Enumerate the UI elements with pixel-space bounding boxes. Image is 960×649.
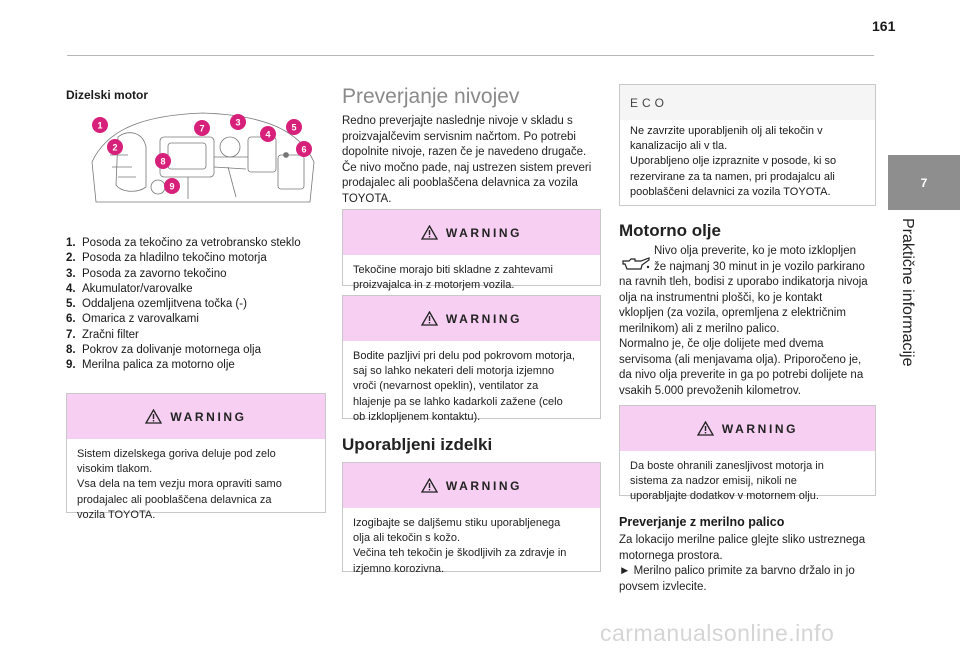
callout-6	[296, 141, 312, 157]
callout-2	[107, 139, 123, 155]
page-number: 161	[872, 18, 896, 34]
intro-paragraph: Redno preverjajte naslednje nivoje v skladu s proizvajalčevim servisnim načrtom. Po potrebi dopolnite nivoje, razen če je navedeno drugače. Če nivo močno pade, naj ustrezen sistem preveri prodajalec ali pooblaščena delavnica za vozila TOYOTA.	[342, 115, 592, 205]
callout-1	[92, 117, 108, 133]
list-item: 1. Posoda za tekočino za vetrobransko steklo	[66, 237, 301, 249]
warning-box-fluids: WARNING Tekočine morajo biti skladne z zahtevami proizvajalca in z motorjem vozila.	[342, 209, 601, 286]
watermark: carmanualsonline.info	[600, 620, 835, 646]
eco-label: ECO	[620, 85, 875, 120]
header-rule	[67, 55, 874, 56]
dipstick-subheading: Preverjanje z merilno palico	[619, 515, 785, 529]
oil-intro-short-lines: Nivo olja preverite, ko je moto izklopljen že najmanj 30 minut in je vozilo parkirano	[654, 245, 865, 273]
warning-triangle-icon	[421, 478, 438, 493]
warning-box-diesel: WARNING Sistem dizelskega goriva deluje pod zelo visokim tlakom. Vsa dela na tem vezju mora opraviti samo prodajalec ali pooblaščena delavnica za vozila TOYOTA.	[66, 393, 326, 513]
engine-parts-list	[66, 236, 328, 374]
oil-paragraph: na ravnih tleh, bodisi z uporabo indikatorja nivoja olja na instrumentni plošči, ko je kontakt vklopljen (za vozila, opremljena z električnim merilnikom) ali z merilno palico. Normalno je, če olje dolijete med dvema servisoma (ali menjavama olja). Priporočeno je, da nivo olja preverite in ga po potrebi dolijete na vsakih 5.000 prevoženih kilometrov.	[619, 276, 868, 397]
warning-box-oil-additives: WARNING Da boste ohranili zanesljivost motorja in sistema za nadzor emisij, nikoli ne uporabljajte dodatkov v motornem olju.	[619, 405, 876, 496]
callout-7	[194, 120, 210, 136]
warning-triangle-icon	[421, 311, 438, 326]
page-title: Preverjanje nivojev	[342, 85, 520, 108]
callout-9	[164, 178, 180, 194]
eco-box: ECO Ne zavrzite uporabljenih olj ali tekočin v kanalizacijo ali v tla. Uporabljeno olje izpraznite v posode, ki so rezervirane za ta namen, pri prodajalcu ali pooblaščeni delavnici za vozila TOYOTA.	[619, 84, 876, 206]
list-item: 4. Akumulator/varovalke	[66, 282, 193, 295]
list-item: 5. Oddaljena ozemljitvena točka (-)	[66, 298, 247, 311]
warning-triangle-icon	[421, 225, 438, 240]
engine-compartment-illustration	[88, 107, 318, 209]
chapter-title: Praktične informacije	[899, 218, 916, 367]
list-item: 7. Zračni filter	[66, 328, 139, 341]
warning-label: WARNING	[445, 225, 523, 240]
engine-callouts	[92, 114, 312, 194]
warning-label: WARNING	[170, 409, 247, 424]
svg-text:2: 2	[112, 142, 118, 153]
warning-box-hot-parts: WARNING Bodite pazljivi pri delu pod pokrovom motorja, saj so lahko nekateri deli motorja izjemno vroči (nevarnost opeklin), ventilator za hlajenje pa se lahko kadarkoli zažene (celo ob izklopljenem kontaktu).	[342, 295, 601, 419]
section-heading-engine-oil: Motorno olje	[619, 221, 721, 240]
svg-text:9: 9	[169, 181, 175, 192]
list-item: 3. Posoda za zavorno tekočino	[66, 267, 227, 280]
list-item: 9. Merilna palica za motorno olje	[66, 359, 235, 372]
warning-label: WARNING	[445, 478, 523, 493]
svg-text:3: 3	[235, 117, 241, 128]
chapter-tab[interactable]: 7	[888, 155, 960, 210]
dipstick-paragraph: Za lokacijo merilne palice glejte sliko ustreznega motornega prostora. ► Merilno palico primite za barvno držalo in jo povsem izvlecite.	[619, 534, 866, 593]
svg-text:8: 8	[160, 156, 166, 167]
callout-3	[230, 114, 246, 130]
warning-triangle-icon	[145, 409, 162, 424]
list-item: 6. Omarica z varovalkami	[66, 313, 199, 326]
svg-text:6: 6	[301, 144, 307, 155]
section-heading-used-products: Uporabljeni izdelki	[342, 435, 493, 454]
oil-can-icon	[621, 256, 651, 272]
warning-box-used-oil: WARNING Izogibajte se daljšemu stiku uporabljenega olja ali tekočin s kožo. Večina teh tekočin je škodljivih za zdravje in izjemno korozivna.	[342, 462, 601, 572]
svg-text:7: 7	[199, 123, 205, 134]
svg-text:5: 5	[291, 122, 297, 133]
warning-triangle-icon	[697, 421, 714, 436]
list-item: 2. Posoda za hladilno tekočino motorja	[66, 252, 267, 265]
svg-text:4: 4	[265, 129, 271, 140]
callout-8	[155, 153, 171, 169]
callout-4	[260, 126, 276, 142]
callout-5	[286, 119, 302, 135]
warning-label: WARNING	[721, 421, 799, 436]
diesel-engine-heading: Dizelski motor	[66, 88, 149, 102]
list-item: 8. Pokrov za dolivanje motornega olja	[66, 344, 261, 357]
warning-label: WARNING	[445, 311, 523, 326]
svg-text:1: 1	[97, 120, 103, 131]
